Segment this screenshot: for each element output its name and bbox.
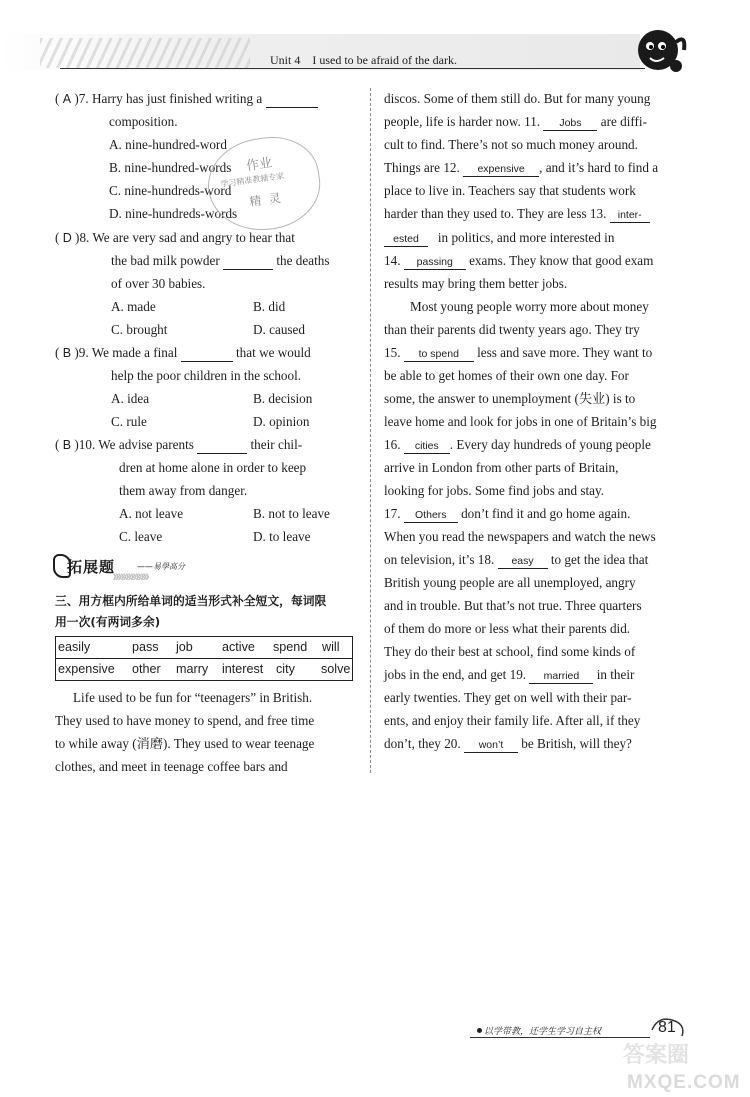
passage-line: on television, it’s 18. easy to get the idea that <box>384 552 649 567</box>
word-bank-word: solve <box>321 662 351 676</box>
word-box-divider <box>56 658 352 659</box>
header-rule <box>60 68 645 69</box>
filled-blank-18: easy <box>498 554 548 569</box>
passage-line: 15. to spend less and save more. They want to <box>384 345 653 360</box>
word-bank-word: job <box>176 640 193 654</box>
running-header <box>270 53 457 68</box>
filled-blank-11: Jobs <box>543 116 597 131</box>
option: C. leave <box>119 529 163 544</box>
word-bank-word: easily <box>58 640 91 654</box>
option: D. opinion <box>253 414 310 429</box>
instruction-line: 用一次(有两词多余) <box>55 615 161 629</box>
passage-line: ested in politics, and more interested in <box>384 230 614 247</box>
passage-line: Life used to be fun for “teenagers” in British. <box>73 690 313 705</box>
answer-blank <box>266 93 318 108</box>
passage-line: and in trouble. But that’s not true. Three quarters <box>384 598 642 613</box>
passage-line: When you read the newspapers and watch the news <box>384 529 656 544</box>
passage-line: clothes, and meet in teenage coffee bars and <box>55 759 288 774</box>
passage-line: British young people are all unemployed, angry <box>384 575 636 590</box>
word-bank-word: spend <box>273 640 308 654</box>
word-bank-word: expensive <box>58 662 115 676</box>
option: B. not to leave <box>253 506 330 521</box>
option: C. brought <box>111 322 168 337</box>
answer-blank <box>223 255 273 270</box>
passage-line: than their parents did twenty years ago. They try <box>384 322 640 337</box>
passage-line: 14. passing exams. They know that good exam <box>384 253 654 268</box>
option: D. nine-hundreds-words <box>109 206 238 221</box>
question-8: ( D )8. We are very sad and angry to hear that <box>55 230 295 245</box>
unit-label: Unit 4 <box>270 53 301 67</box>
passage-line: don’t, they 20. won’t be British, will they? <box>384 736 632 751</box>
passage-line: cult to find. There’s not so much money around. <box>384 137 638 152</box>
option: A. not leave <box>119 506 184 521</box>
question-10: ( B )10. We advise parents their chil- <box>55 437 303 452</box>
homework-stamp: 作业 学习精准教辅专家 精 灵 <box>202 131 326 238</box>
filled-blank-17: Others <box>404 508 458 523</box>
filled-blank-15: to spend <box>404 347 474 362</box>
option: A. made <box>111 299 156 314</box>
question-text-line: composition. <box>109 114 178 129</box>
arrows-decoration: 》》》》》》》》》》》》》》 <box>113 573 152 581</box>
filled-blank-14: passing <box>404 255 466 270</box>
passage-line: be able to get homes of their own one day. For <box>384 368 629 383</box>
passage-line: jobs in the end, and get 19. married in their <box>384 667 635 682</box>
section-title: 拓展题 <box>67 558 116 576</box>
passage-line: some, the answer to unemployment (失业) is to <box>384 391 636 406</box>
option: B. decision <box>253 391 313 406</box>
passage-line: early twenties. They get on well with their par- <box>384 690 632 705</box>
page-number: 81 <box>658 1019 676 1036</box>
option: B. nine-hundred-words <box>109 160 232 175</box>
word-bank-word: marry <box>176 662 209 676</box>
question-7: ( A )7. Harry has just finished writing a <box>55 91 318 108</box>
section-subtitle: ——易學高分 <box>137 562 185 571</box>
passage-line: results may bring them better jobs. <box>384 276 568 291</box>
word-bank-word: active <box>222 640 255 654</box>
word-bank-word: other <box>132 662 161 676</box>
watermark-logo <box>615 1040 745 1097</box>
instruction-line: 三、用方框内所给单词的适当形式补全短文，每词限 <box>55 594 327 608</box>
filled-blank-20: won’t <box>464 738 518 753</box>
option: C. nine-hundreds-word <box>109 183 232 198</box>
answer-mark: B <box>62 346 72 360</box>
passage-line: place to live in. Teachers say that students work <box>384 183 636 198</box>
answer-blank <box>181 347 233 362</box>
passage-line: looking for jobs. Some find jobs and stay. <box>384 483 605 498</box>
header-decoration <box>40 38 250 68</box>
question-text-line: help the poor children in the school. <box>111 368 302 383</box>
passage-line: people, life is harder now. 11. Jobs are diffi- <box>384 114 647 129</box>
word-bank-word: city <box>276 662 295 676</box>
answer-mark: B <box>62 438 72 452</box>
section-heading <box>53 552 233 582</box>
option: B. did <box>253 299 286 314</box>
answer-blank <box>197 439 247 454</box>
filled-blank-19: married <box>529 669 593 684</box>
word-bank-word: pass <box>132 640 159 654</box>
passage-line: of them do more or less what their parents did. <box>384 621 631 636</box>
option: A. idea <box>111 391 150 406</box>
footer-dot-icon <box>477 1028 482 1033</box>
answer-mark: D <box>62 231 72 245</box>
passage-line: harder than they used to. They are less 13. inter- <box>384 206 650 223</box>
filled-blank-12: expensive <box>463 162 539 177</box>
passage-line: leave home and look for jobs in one of Britain’s big <box>384 414 657 429</box>
footer-rule <box>470 1037 650 1038</box>
column-divider <box>370 88 371 773</box>
mascot-icon <box>628 20 692 84</box>
footer-slogan: 以学带教，还学生学习自主权 <box>484 1027 602 1037</box>
filled-blank-16: cities <box>404 439 450 454</box>
filled-blank-13: inter- <box>610 208 650 223</box>
word-bank-box <box>55 636 353 681</box>
passage-line: They used to have money to spend, and free time <box>55 713 315 728</box>
filled-blank-13-cont: ested <box>384 232 428 247</box>
option: D. caused <box>253 322 305 337</box>
option: C. rule <box>111 414 147 429</box>
question-text-line: them away from danger. <box>119 483 248 498</box>
passage-line: Most young people worry more about money <box>410 299 649 314</box>
question-text-line: dren at home alone in order to keep <box>119 460 307 475</box>
unit-title: I used to be afraid of the dark. <box>312 53 457 67</box>
svg-text:答案圈: 答案圈 <box>623 1043 690 1068</box>
word-bank-word: interest <box>222 662 264 676</box>
passage-line: ents, and enjoy their family life. After all, if they <box>384 713 641 728</box>
passage-line: 17. Others don’t find it and go home again. <box>384 506 631 521</box>
option: A. nine-hundred-word <box>109 137 227 152</box>
word-bank-word: will <box>322 640 340 654</box>
passage-line: to while away (消磨). They used to wear teenage <box>55 736 315 751</box>
answer-mark: A <box>62 92 72 106</box>
passage-line: arrive in London from other parts of Britain, <box>384 460 619 475</box>
question-text-line: the bad milk powder the deaths <box>111 253 330 268</box>
watermark-text: MXQE.COM <box>627 1072 741 1093</box>
option: D. to leave <box>253 529 311 544</box>
passage-line: 16. cities . Every day hundreds of young people <box>384 437 651 452</box>
passage-line: Things are 12. expensive , and it’s hard to find a <box>384 160 659 175</box>
passage-line: discos. Some of them still do. But for many young <box>384 91 651 106</box>
passage-line: They do their best at school, find some kinds of <box>384 644 636 659</box>
question-text-line: of over 30 babies. <box>111 276 206 291</box>
question-9: ( B )9. We made a final that we would <box>55 345 311 360</box>
